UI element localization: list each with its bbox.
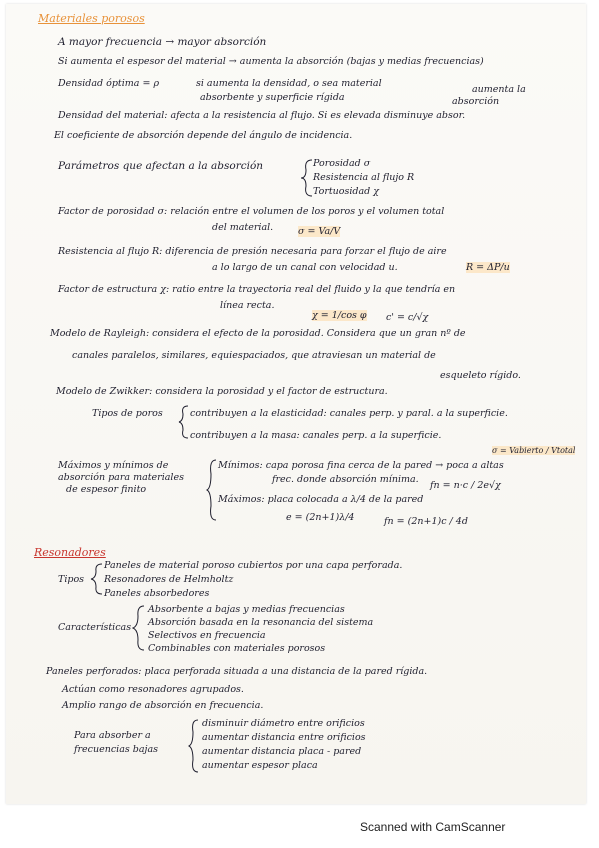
label-low-freq-b: frecuencias bajas [74,744,159,755]
line-flow-resistance: Resistencia al flujo R: diferencia de presión necesaria para forzar el flujo de aire [58,246,447,257]
scanner-watermark: Scanned with CamScanner [360,820,506,834]
line-porosity-factor: Factor de porosidad σ: relación entre el volumen de los poros y el volumen total [58,206,445,217]
line-minimos: Mínimos: capa porosa fina cerca de la pared → poca a altas [218,460,504,471]
param-resistance: Resistencia al flujo R [313,172,415,183]
line-perforated: Paneles perforados: placa perforada situada a una distancia de la pared rígida. [46,666,428,677]
brace-icon [132,604,146,652]
param-tortuosity: Tortuosidad χ [313,186,380,197]
brace-icon [90,562,104,596]
brace-icon [300,158,314,198]
tip-distance-wall: aumentar distancia placa - pared [202,746,362,757]
label-low-freq-a: Para absorber a [74,730,151,741]
type-absorber-panels: Paneles absorbedores [104,588,210,599]
formula-structure: χ = 1/cos φ [312,310,367,321]
line-structure-factor: Factor de estructura χ: ratio entre la trayectoria real del fluido y la que tendría en [58,284,456,295]
line-density-b: si aumenta la densidad, o sea material [196,78,382,89]
line-rayleigh-b: canales paralelos, similares, equiespaciados, que atraviesan un material de [72,350,436,361]
char-combinable: Combinables con materiales porosos [148,643,326,654]
line-maxmin-c: de espesor finito [66,484,147,495]
line-maxmin-b: absorción para materiales [58,472,184,483]
line-material-density: Densidad del material: afecta a la resistencia al flujo. Si es elevada disminuye absor. [58,110,466,121]
line-wide-range: Amplio rango de absorción en frecuencia. [62,700,264,711]
line-zwikker: Modelo de Zwikker: considera la porosidad y el factor de estructura. [56,386,388,397]
formula-maximos-e: e = (2n+1)λ/4 [286,512,355,523]
line-thickness: Si aumenta el espesor del material → aumenta la absorción (bajas y medias frecuencias) [58,56,484,67]
section-title-porous: Materiales porosos [38,12,145,25]
section-title-resonators: Resonadores [34,546,106,559]
line-frequency: A mayor frecuencia → mayor absorción [58,36,267,48]
line-absorption-angle: El coeficiente de absorción depende del ángulo de incidencia. [54,130,353,141]
type-helmholtz: Resonadores de Helmholtz [104,574,234,585]
line-pore-types: Tipos de poros [92,408,163,419]
brace-icon [206,458,218,522]
line-flow-resistance-b: a lo largo de un canal con velocidad u. [212,262,398,273]
formula-porosity-ratio: σ = Vabierto / Vtotal [492,446,576,455]
line-structure-factor-b: línea recta. [220,300,275,311]
brace-icon [188,718,200,774]
tip-thickness: aumentar espesor placa [202,760,318,771]
char-low-mid: Absorbente a bajas y medias frecuencias [148,604,345,615]
line-maximos: Máximos: placa colocada a λ/4 de la pared [218,494,424,505]
line-density-d: aumenta la [472,84,526,95]
line-maxmin-a: Máximos y mínimos de [58,460,169,471]
formula-minimos: fn = n·c / 2e√χ [430,480,501,491]
line-porosity-factor-b: del material. [212,222,274,233]
line-density-c: absorbente y superficie rígida [200,92,345,103]
formula-sound-speed: c' = c/√χ [386,312,429,323]
line-rayleigh-c: esqueleto rígido. [440,370,521,381]
char-resonance: Absorción basada en la resonancia del sistema [148,617,374,628]
brace-icon [178,404,190,440]
line-parameters: Parámetros que afectan a la absorción [58,160,264,172]
formula-resistance: R = ΔP/u [466,262,510,273]
tip-diameter: disminuir diámetro entre orificios [202,718,365,729]
param-porosity: Porosidad σ [313,158,371,169]
tip-distance-holes: aumentar distancia entre orificios [202,732,366,743]
line-density-e: absorción [452,96,500,107]
label-characteristics: Características [58,622,132,633]
pore-elasticity: contribuyen a la elasticidad: canales perp. y paral. a la superficie. [190,408,508,419]
line-grouped: Actúan como resonadores agrupados. [62,684,244,695]
type-perforated-panels: Paneles de material poroso cubiertos por una capa perforada. [104,560,403,571]
pore-mass: contribuyen a la masa: canales perp. a la superficie. [190,430,442,441]
formula-porosity: σ = Va/V [298,226,341,237]
label-types: Tipos [58,574,85,585]
line-minimos-b: frec. donde absorción mínima. [272,474,419,485]
line-rayleigh: Modelo de Rayleigh: considera el efecto de la porosidad. Considera que un gran nº de [50,328,466,339]
formula-maximos-f: fn = (2n+1)c / 4d [384,516,468,527]
line-density-optimal: Densidad óptima = ρ [58,78,160,89]
char-selective: Selectivos en frecuencia [148,630,266,641]
